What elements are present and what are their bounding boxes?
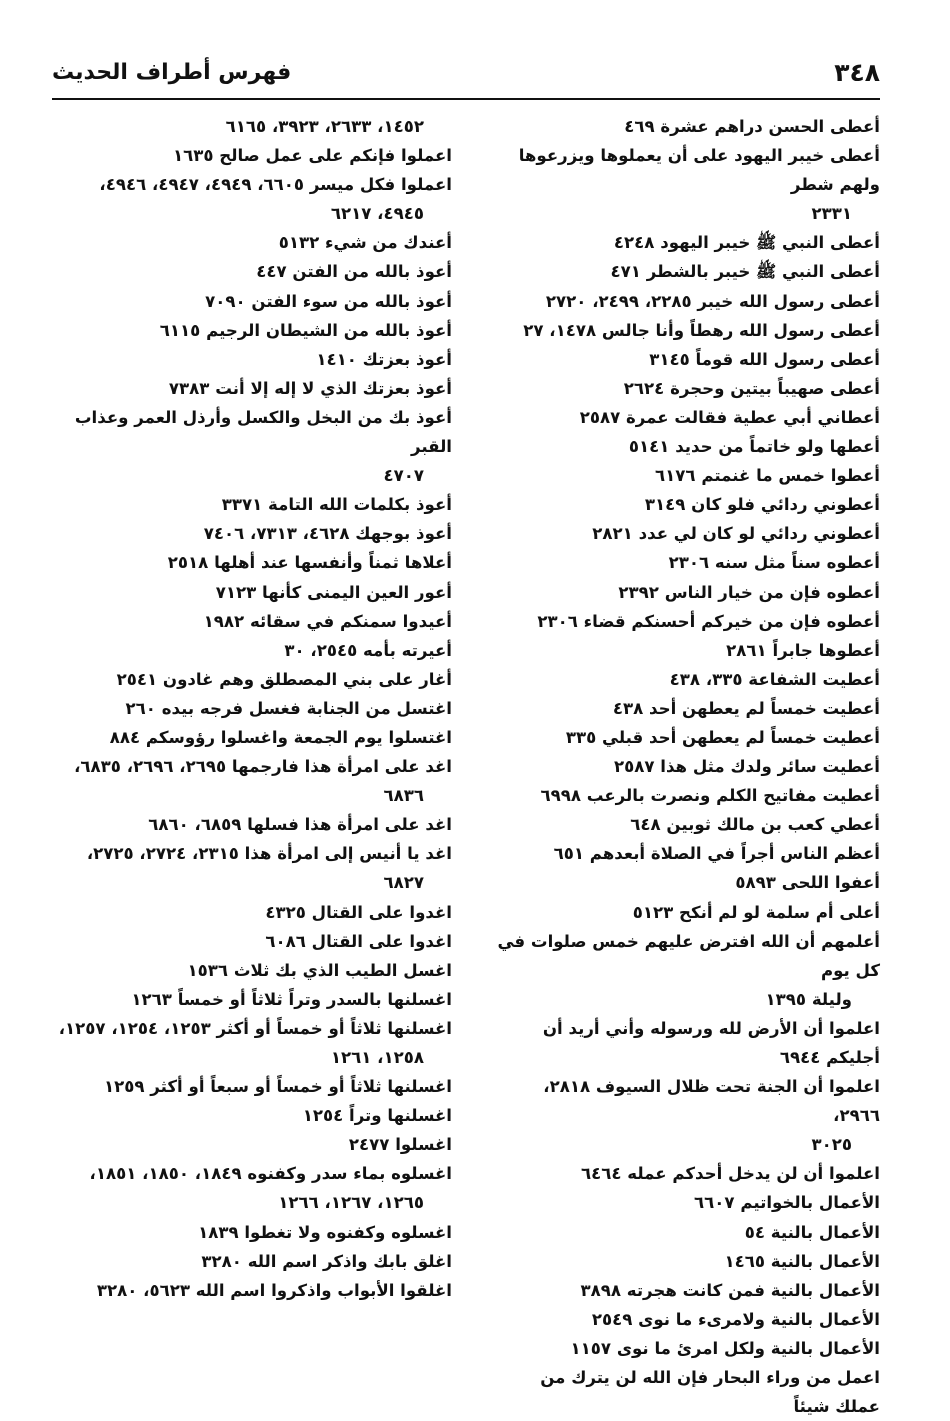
index-entry-continuation: ٢٣٣١ — [811, 204, 852, 224]
index-entry — [495, 1276, 880, 1305]
index-entry — [55, 170, 452, 228]
index-entry — [55, 345, 452, 374]
index-entry-text: اغسلنها بالسدر وتراً ثلاثاً أو خمساً ١٢٦٣ — [131, 989, 452, 1009]
index-entry-text: أعطوها جابراً ٢٨٦١ — [726, 640, 880, 660]
index-entry — [495, 112, 880, 141]
index-entry-text: اعملوا فكل ميسر ٦٦٠٥، ٤٩٤٩، ٤٩٤٧، ٤٩٤٦، — [99, 175, 452, 195]
index-entry-text: أعطى رسول الله قوماً ٣١٤٥ — [649, 349, 880, 369]
index-entry-text: أعطى رسول الله خيبر ٢٢٨٥، ٢٤٩٩، ٢٧٢٠ — [545, 291, 880, 311]
index-entry — [495, 578, 880, 607]
page-header — [52, 58, 880, 100]
index-entry — [55, 1072, 452, 1101]
index-entry-text: أعلاها ثمناً وأنفسها عند أهلها ٢٥١٨ — [167, 553, 452, 573]
index-entry — [495, 868, 880, 897]
index-entry — [55, 257, 452, 286]
index-entry — [495, 636, 880, 665]
index-entry — [495, 723, 880, 752]
index-entry — [55, 1130, 452, 1159]
index-entry-text: اعملوا فإنكم على عمل صالح ١٦٣٥ — [172, 146, 452, 166]
index-entry-text: اغسلوه بماء سدر وكفنوه ١٨٤٩، ١٨٥٠، ١٨٥١، — [89, 1164, 452, 1184]
index-entry-text: أعطوني ردائي فلو كان ٣١٤٩ — [644, 495, 880, 515]
index-entry — [495, 432, 880, 461]
index-entry-text: اغسلوه وكفنوه ولا تغطوا ١٨٣٩ — [198, 1222, 452, 1242]
index-entry — [495, 1188, 880, 1217]
index-entry — [55, 519, 452, 548]
index-entry — [495, 548, 880, 577]
index-entry-text: أعيرته بأمه ٢٥٤٥، ٣٠ — [284, 640, 452, 660]
index-entry-continuation: ٤٧٠٧ — [383, 466, 424, 486]
index-entry-text: أعيدوا سمنكم في سقائه ١٩٨٢ — [203, 611, 452, 631]
index-entry — [495, 839, 880, 868]
index-entry-text: أغار على بني المصطلق وهم غادون ٢٥٤١ — [116, 669, 452, 689]
index-entry — [55, 956, 452, 985]
index-entry-text: أعطوه سناً مثل سنه ٢٣٠٦ — [668, 553, 880, 573]
index-entry-text: أعوذ بك من البخل والكسل وأرذل العمر وعذاب القبر — [74, 407, 452, 457]
index-entry-text: أعوذ بوجهك ٤٦٢٨، ٧٣١٣، ٧٤٠٦ — [203, 524, 452, 544]
index-entry — [55, 112, 452, 141]
index-entry — [495, 519, 880, 548]
index-column-right — [495, 112, 880, 1421]
index-entry-text: أعفوا اللحى ٥٨٩٣ — [735, 873, 880, 893]
index-entry — [495, 461, 880, 490]
index-entry-text: اغسلوا ٢٤٧٧ — [348, 1135, 452, 1155]
index-entry-text: أعور العين اليمنى كأنها ٧١٢٣ — [215, 582, 452, 602]
index-entry-text: أعوذ بالله من الفتن ٤٤٧ — [256, 262, 452, 282]
index-entry-text: اغد على امرأة هذا فارجمها ٢٦٩٥، ٢٦٩٦، ٦٨٣٥، — [74, 757, 452, 777]
index-entry-text: أعطاني أبي عطية فقالت عمرة ٢٥٨٧ — [579, 407, 880, 427]
index-entry-text: الأعمال بالنية ١٤٦٥ — [724, 1251, 880, 1271]
index-entry-text: اغتسل من الجنابة فغسل فرجه بيده ٢٦٠ — [125, 698, 452, 718]
index-entry — [55, 1218, 452, 1247]
index-entry-text: أعطى صهيباً بيتين وحجرة ٢٦٢٤ — [623, 378, 880, 398]
index-entry — [495, 927, 880, 1014]
index-entry — [495, 345, 880, 374]
index-entry-text: اغلقوا الأبواب واذكروا اسم الله ٥٦٢٣، ٣٢٨٠ — [96, 1280, 452, 1300]
index-entry-text: أعظم الناس أجراً في الصلاة أبعدهم ٦٥١ — [553, 844, 880, 864]
index-entry — [495, 403, 880, 432]
index-entry-text: أعلى أم سلمة لو لم أنكح ٥١٢٣ — [632, 902, 880, 922]
index-entry-text: أعوذ بعزتك الذي لا إله إلا أنت ٧٣٨٣ — [168, 378, 452, 398]
index-entry — [495, 665, 880, 694]
index-entry — [495, 810, 880, 839]
index-entry-text: الأعمال بالنية فمن كانت هجرته ٣٨٩٨ — [580, 1280, 880, 1300]
index-entry-text: أعلمهم أن الله افترض عليهم خمس صلوات في كل يوم — [497, 931, 880, 980]
index-entry-text: اغسلنها وتراً ١٢٥٤ — [302, 1106, 452, 1126]
index-entry — [55, 1014, 452, 1072]
index-entry — [55, 578, 452, 607]
index-entry-text: أعطى النبي ﷺ خيبر اليهود ٤٢٤٨ — [613, 233, 880, 253]
index-entry-text: الأعمال بالنية ولامرىء ما نوى ٢٥٤٩ — [591, 1309, 880, 1329]
index-entry — [55, 607, 452, 636]
index-entry-text: اغد على امرأة هذا فسلها ٦٨٥٩، ٦٨٦٠ — [148, 815, 452, 835]
index-entry — [55, 490, 452, 519]
index-entry-text: أعطوا خمس ما غنمتم ٦١٧٦ — [655, 466, 880, 486]
index-entry — [495, 141, 880, 228]
index-entry — [55, 723, 452, 752]
index-entry — [55, 287, 452, 316]
index-entry-text: أعطي كعب بن مالك ثوبين ٦٤٨ — [630, 815, 880, 835]
index-entry-text: اغتسلوا يوم الجمعة واغسلوا رؤوسكم ٨٨٤ — [109, 727, 452, 747]
index-entry-text: أعطها ولو خاتماً من حديد ٥١٤١ — [628, 437, 880, 457]
index-entry-text: أعوذ بالله من سوء الفتن ٧٠٩٠ — [205, 291, 452, 311]
index-entry — [495, 1363, 880, 1421]
index-entry — [495, 228, 880, 257]
index-entry — [495, 1305, 880, 1334]
index-entry-text: أعطيت مفاتيح الكلم ونصرت بالرعب ٦٩٩٨ — [540, 786, 880, 806]
index-entry-text: أعطى خيبر اليهود على أن يعملوها ويزرعوها ولهم شطر — [518, 146, 880, 195]
index-entry — [55, 141, 452, 170]
index-entry-text: أعطوني ردائي لو كان لي عدد ٢٨٢١ — [592, 524, 880, 544]
index-entry-text: ١٤٥٢، ٢٦٣٣، ٣٩٢٣، ٦١٦٥ — [225, 117, 424, 136]
index-entry — [495, 490, 880, 519]
index-entry-continuation: ٣٠٢٥ — [811, 1135, 852, 1155]
index-entry — [55, 374, 452, 403]
index-entry — [495, 1218, 880, 1247]
index-entry — [495, 1334, 880, 1363]
index-entry — [495, 781, 880, 810]
index-entry-text: الأعمال بالنية ولكل امرئ ما نوى ١١٥٧ — [570, 1338, 880, 1358]
index-entry — [495, 1247, 880, 1276]
index-entry-text: الأعمال بالخواتيم ٦٦٠٧ — [694, 1193, 880, 1213]
index-entry-text: اغلق بابك واذكر اسم الله ٣٢٨٠ — [201, 1251, 452, 1271]
index-entry-continuation: ٤٩٤٥، ٦٢١٧ — [330, 204, 424, 224]
index-entry-text: الأعمال بالنية ٥٤ — [744, 1222, 880, 1242]
index-entry — [55, 810, 452, 839]
index-entry — [55, 1247, 452, 1276]
index-entry — [495, 752, 880, 781]
index-entry — [55, 898, 452, 927]
running-title: فهرس أطراف الحديث — [52, 60, 292, 85]
index-entry-continuation: وليلة ١٣٩٥ — [765, 989, 852, 1009]
page-number: ٣٤٨ — [834, 58, 880, 87]
index-entry-text: أعطى النبي ﷺ خيبر بالشطر ٤٧١ — [610, 262, 880, 282]
index-entry — [55, 403, 452, 490]
index-entry — [495, 1159, 880, 1188]
index-entry — [495, 898, 880, 927]
index-entry — [55, 985, 452, 1014]
index-entry-text: اغدوا على القتال ٤٣٢٥ — [265, 902, 452, 922]
index-entry-text: أعطوه فإن من خيركم أحسنكم قضاء ٢٣٠٦ — [537, 611, 880, 631]
index-entry — [495, 1072, 880, 1159]
index-entry — [495, 694, 880, 723]
index-entry — [495, 287, 880, 316]
index-entry-text: اغسلنها ثلاثاً أو خمساً أو أكثر ١٢٥٣، ١٢٥٤، ١٢٥٧، — [58, 1018, 452, 1038]
index-entry-text: أعطيت خمساً لم يعطهن أحد قبلي ٣٣٥ — [565, 727, 880, 747]
index-column-left — [55, 112, 452, 1305]
index-entry-text: اغدوا على القتال ٦٠٨٦ — [265, 931, 452, 951]
index-entry — [55, 694, 452, 723]
index-entry — [495, 316, 880, 345]
index-entry-text: أعندك من شيء ٥١٣٢ — [278, 233, 452, 253]
index-entry-text: أعطى رسول الله رهطاً وأنا جالس ١٤٧٨، ٢٧ — [523, 320, 880, 340]
index-entry — [55, 839, 452, 897]
index-entry-continuation: ١٢٦٥، ١٢٦٧، ١٢٦٦ — [278, 1193, 424, 1213]
index-entry-text: أعوذ بالله من الشيطان الرجيم ٦١١٥ — [159, 320, 452, 340]
index-entry — [55, 752, 452, 810]
index-entry — [495, 257, 880, 286]
index-entry — [55, 316, 452, 345]
index-entry-continuation: ٦٨٢٧ — [383, 873, 424, 893]
index-entry — [55, 1159, 452, 1217]
index-entry-text: اعلموا أن الجنة تحت ظلال السيوف ٢٨١٨، ٢٩٦٦، — [543, 1077, 880, 1126]
index-entry — [55, 636, 452, 665]
index-entry-text: أعطيت خمساً لم يعطهن أحد ٤٣٨ — [612, 698, 880, 718]
index-entry — [55, 1276, 452, 1305]
index-entry-text: أعطيت سائر ولدك مثل هذا ٢٥٨٧ — [613, 757, 880, 777]
index-entry — [495, 374, 880, 403]
index-entry-continuation: ٦٨٣٦ — [383, 786, 424, 806]
index-entry — [55, 927, 452, 956]
index-entry — [55, 548, 452, 577]
index-entry-text: اغد يا أنيس إلى امرأة هذا ٢٣١٥، ٢٧٢٤، ٢٧٢٥، — [86, 844, 452, 864]
index-entry-text: اعلموا أن الأرض لله ورسوله وأني أريد أن أجليكم ٦٩٤٤ — [542, 1018, 880, 1067]
index-entry-text: أعوذ بكلمات الله التامة ٣٣٧١ — [221, 495, 452, 515]
index-entry-text: اغسلنها ثلاثاً أو خمساً أو سبعاً أو أكثر ١٢٥٩ — [104, 1077, 452, 1097]
index-entry-text: أعطى الحسن دراهم عشرة ٤٦٩ — [624, 117, 880, 136]
index-entry-continuation: ١٢٥٨، ١٢٦١ — [330, 1048, 424, 1067]
index-entry-text: اعلموا أن لن يدخل أحدكم عمله ٦٤٦٤ — [581, 1164, 880, 1184]
index-entry-text: أعوذ بعزتك ١٤١٠ — [316, 349, 452, 369]
index-entry — [55, 665, 452, 694]
index-entry — [495, 1014, 880, 1072]
index-entry-text: اعمل من وراء البحار فإن الله لن يترك من عملك شيئاً — [540, 1368, 880, 1417]
index-entry-text: اغسل الطيب الذي بك ثلاث ١٥٣٦ — [187, 960, 452, 980]
index-entry-text: أعطوه فإن من خيار الناس ٢٣٩٢ — [618, 582, 880, 602]
index-entry — [495, 607, 880, 636]
index-entry — [55, 228, 452, 257]
index-entry — [55, 1101, 452, 1130]
index-entry-text: أعطيت الشفاعة ٣٣٥، ٤٣٨ — [669, 669, 880, 689]
